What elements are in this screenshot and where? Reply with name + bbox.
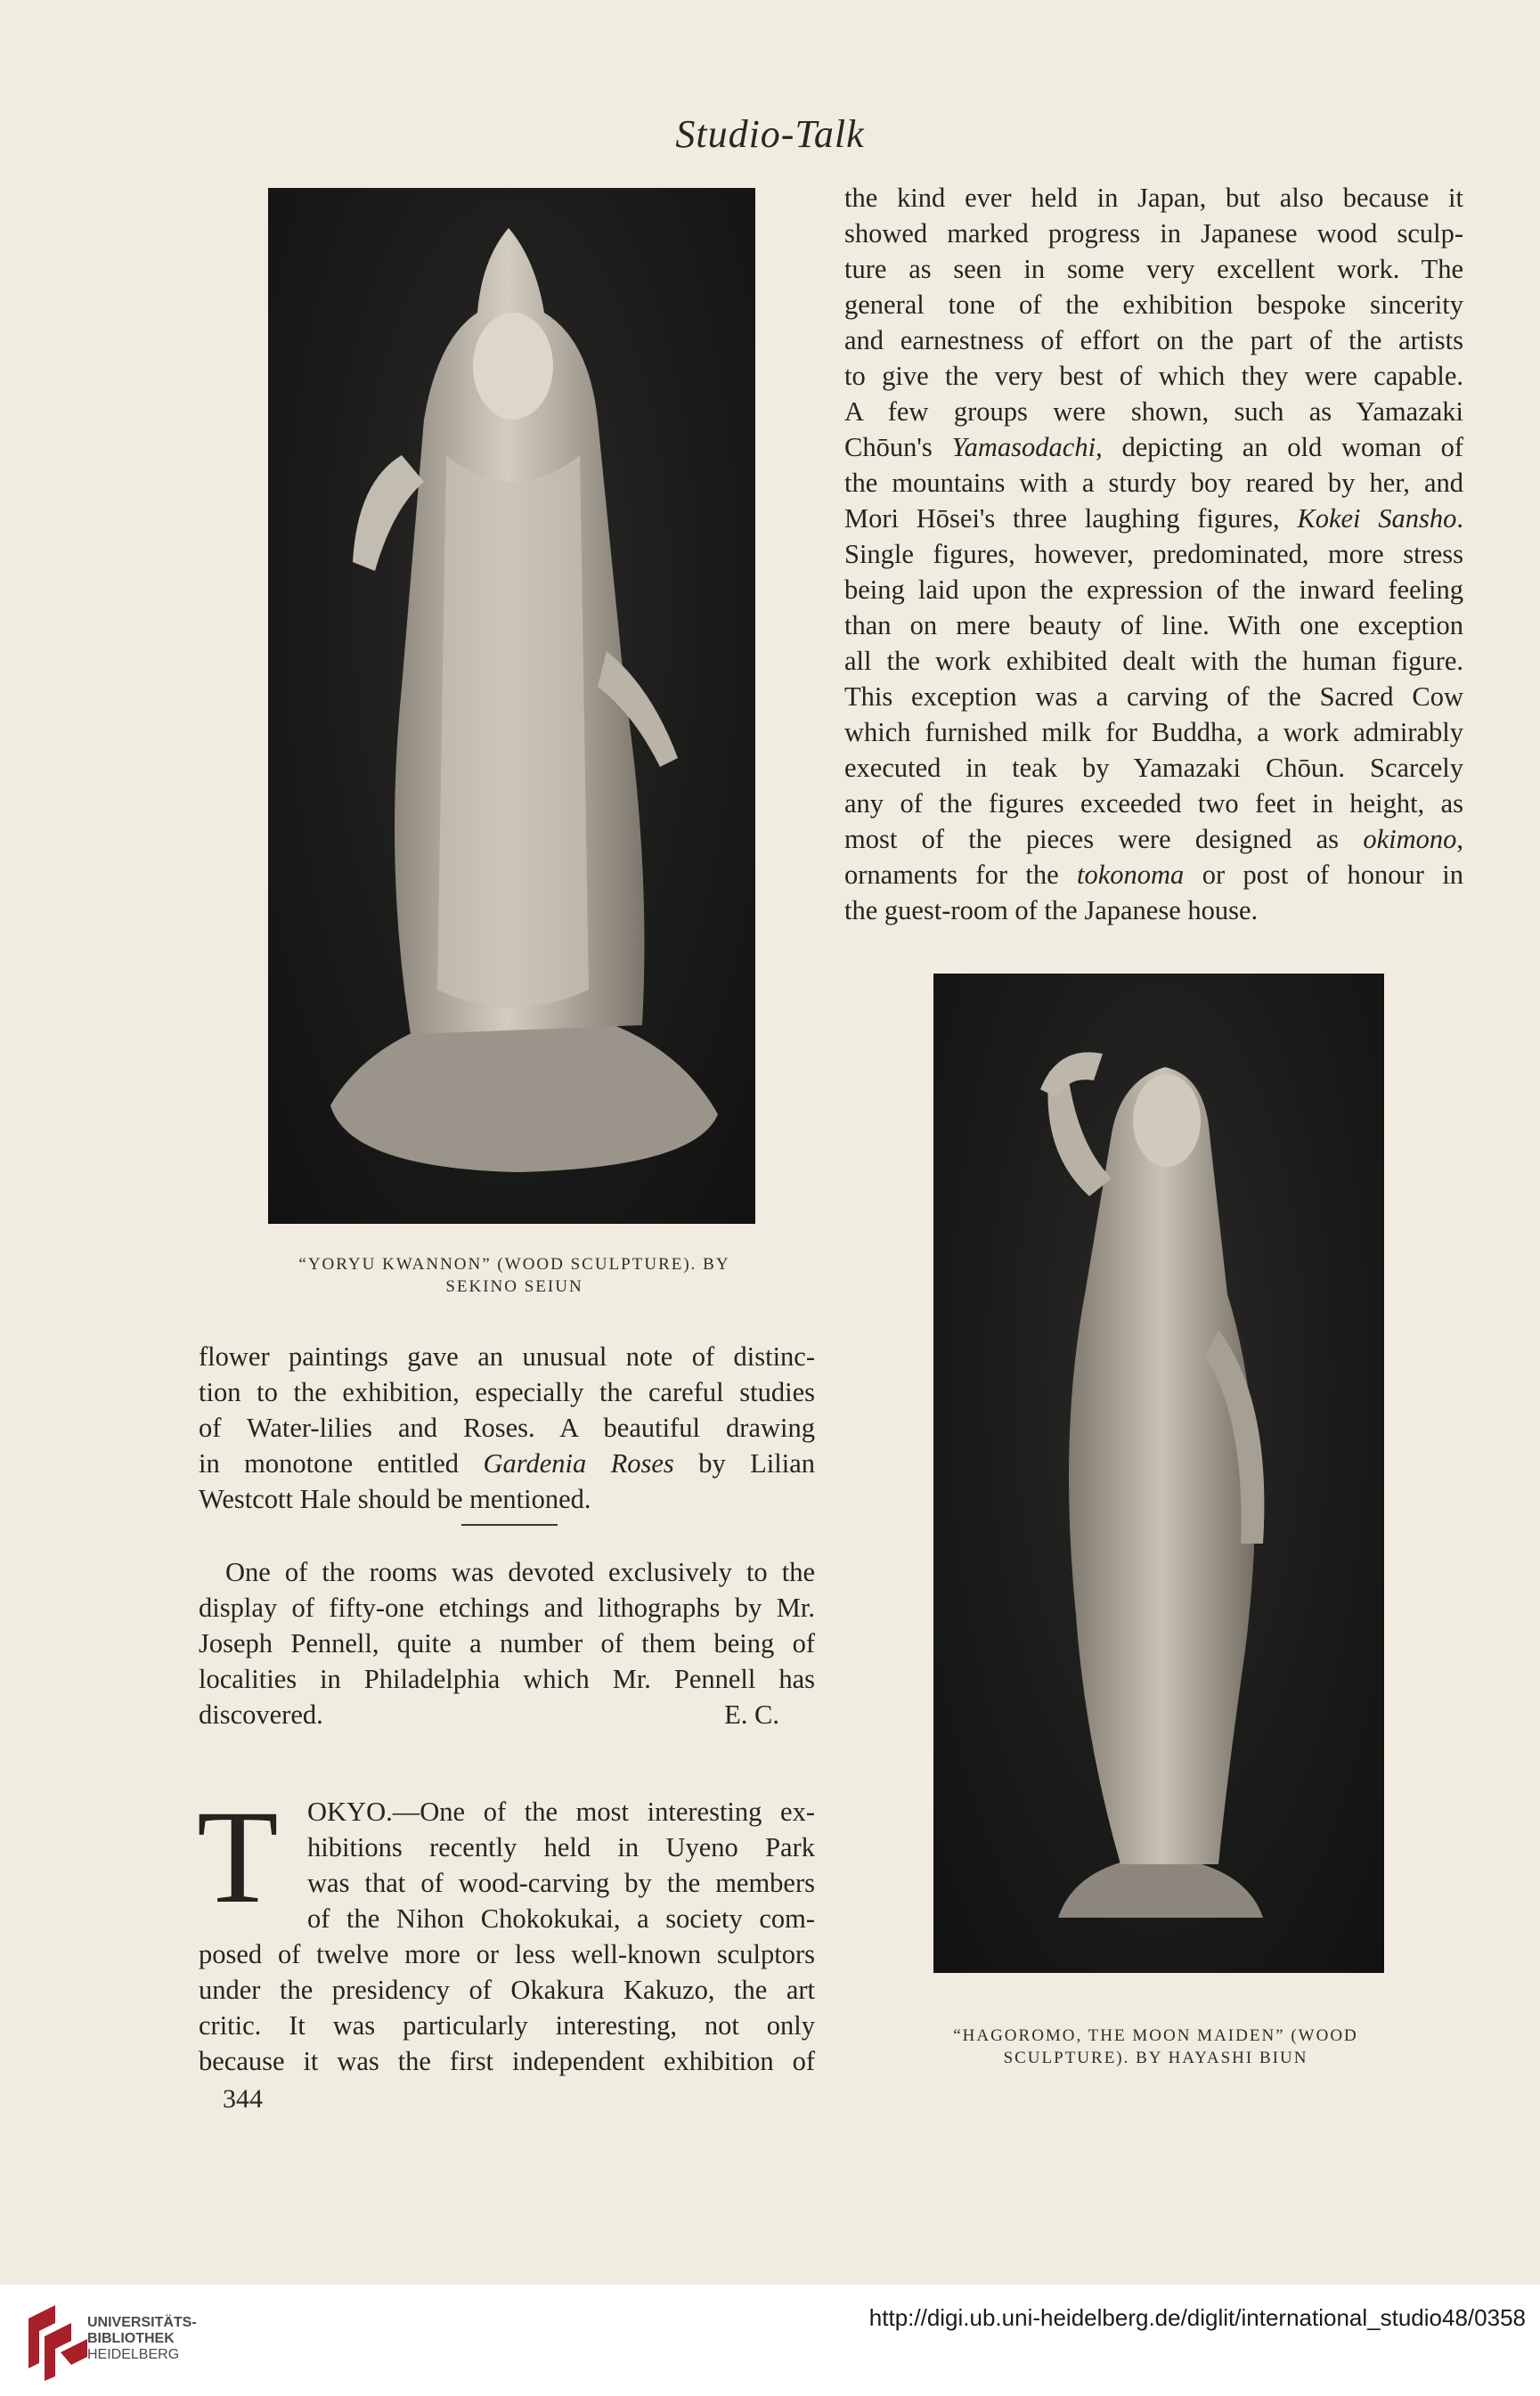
text-line: to give the very best of which they were capable.: [844, 361, 1463, 391]
text-line: [199, 1697, 815, 1732]
statue-moon-maiden-image: [933, 974, 1384, 1973]
text-line: in monotone entitled Gardenia Roses by Lilian: [199, 1448, 815, 1479]
text-line: the guest-room of the Japanese house.: [844, 895, 1259, 925]
text-line: OKYO.—One of the most interesting ex-: [307, 1797, 815, 1827]
text-line: Mori Hōsei's three laughing figures, Kokei Sansho.: [844, 503, 1464, 534]
text-line: showed marked progress in Japanese wood sculp-: [844, 218, 1463, 249]
text-line: being laid upon the expression of the inward feeling: [844, 575, 1463, 605]
text-line: ture as seen in some very excellent work. The: [844, 254, 1463, 284]
caption-line: “HAGOROMO, THE MOON MAIDEN” (WOOD: [953, 2026, 1358, 2045]
text-line: hibitions recently held in Uyeno Park: [307, 1832, 815, 1862]
library-name-line: HEIDELBERG: [87, 2347, 180, 2362]
source-url-link[interactable]: http://digi.ub.uni-heidelberg.de/diglit/international_studio48/0358: [868, 2304, 1526, 2331]
text-line: Westcott Hale should be mentioned.: [199, 1484, 591, 1514]
page-number: 344: [223, 2084, 263, 2114]
figure-caption-2: [900, 2025, 1412, 2069]
text-line: because it was the first independent exhibition of: [199, 2046, 815, 2076]
text-line: most of the pieces were designed as okimono,: [844, 824, 1463, 854]
library-name: [87, 2315, 197, 2363]
section-divider: [461, 1524, 558, 1526]
library-footer: [0, 2285, 1540, 2396]
text-line: of Water-lilies and Roses. A beautiful drawing: [199, 1413, 815, 1443]
figure-caption-1: [258, 1253, 770, 1298]
library-name-line: BIBLIOTHEK: [87, 2331, 175, 2346]
text-line: any of the figures exceeded two feet in height, as: [844, 788, 1463, 819]
text-line: A few groups were shown, such as Yamazaki: [844, 396, 1463, 427]
running-title: Studio-Talk: [675, 112, 865, 156]
caption-line: SEKINO SEIUN: [445, 1277, 583, 1296]
text-line-end: discovered.: [199, 1699, 323, 1730]
drop-cap: T: [197, 1783, 279, 1931]
library-name-line: UNIVERSITÄTS-: [87, 2315, 197, 2330]
caption-line: “YORYU KWANNON” (WOOD SCULPTURE). BY: [298, 1255, 730, 1274]
text-paragraph-flower-paintings: [199, 1339, 815, 1517]
text-line: critic. It was particularly interesting, not only: [199, 2010, 815, 2041]
author-initials: E. C.: [724, 1699, 779, 1730]
text-paragraph-tokyo: [199, 1794, 815, 2079]
text-line: of the Nihon Chokokukai, a society com-: [307, 1903, 815, 1934]
text-line: Single figures, however, predominated, more stress: [844, 539, 1463, 569]
text-line: the mountains with a sturdy boy reared by her, and: [844, 468, 1463, 498]
text-line: which furnished milk for Buddha, a work admirably: [844, 717, 1463, 747]
text-line: Chōun's Yamasodachi, depicting an old woman of: [844, 432, 1463, 462]
text-paragraph-etchings: [199, 1554, 815, 1732]
text-line: posed of twelve more or less well-known sculptors: [199, 1939, 815, 1969]
text-line: tion to the exhibition, especially the careful studies: [199, 1377, 815, 1407]
caption-line: SCULPTURE). BY HAYASHI BIUN: [1003, 2049, 1308, 2067]
text-line: was that of wood-carving by the members: [307, 1868, 815, 1898]
text-line: flower paintings gave an unusual note of distinc-: [199, 1341, 815, 1372]
text-line: and earnestness of effort on the part of the artists: [844, 325, 1463, 355]
text-line: display of fifty-one etchings and lithographs by Mr.: [199, 1593, 815, 1623]
text-column-right: [844, 180, 1463, 928]
text-line: than on mere beauty of line. With one exception: [844, 610, 1463, 640]
text-line: all the work exhibited dealt with the human figure.: [844, 646, 1463, 676]
text-line: the kind ever held in Japan, but also because it: [844, 183, 1463, 213]
hagoromo-photo: [933, 974, 1384, 1973]
university-library-logo-icon: [20, 2301, 93, 2381]
text-line: localities in Philadelphia which Mr. Pennell has: [199, 1664, 815, 1694]
text-line: This exception was a carving of the Sacred Cow: [844, 681, 1463, 712]
statue-kwannon-image: [268, 188, 755, 1224]
text-line: executed in teak by Yamazaki Chōun. Scarcely: [844, 753, 1463, 783]
text-line: under the presidency of Okakura Kakuzo, the art: [199, 1975, 815, 2005]
text-line: One of the rooms was devoted exclusively to the: [225, 1557, 815, 1587]
yoryu-kwannon-photo: [268, 188, 755, 1224]
text-line: ornaments for the tokonoma or post of honour in: [844, 860, 1463, 890]
text-line: Joseph Pennell, quite a number of them being of: [199, 1628, 815, 1658]
text-line: general tone of the exhibition bespoke sincerity: [844, 289, 1463, 320]
